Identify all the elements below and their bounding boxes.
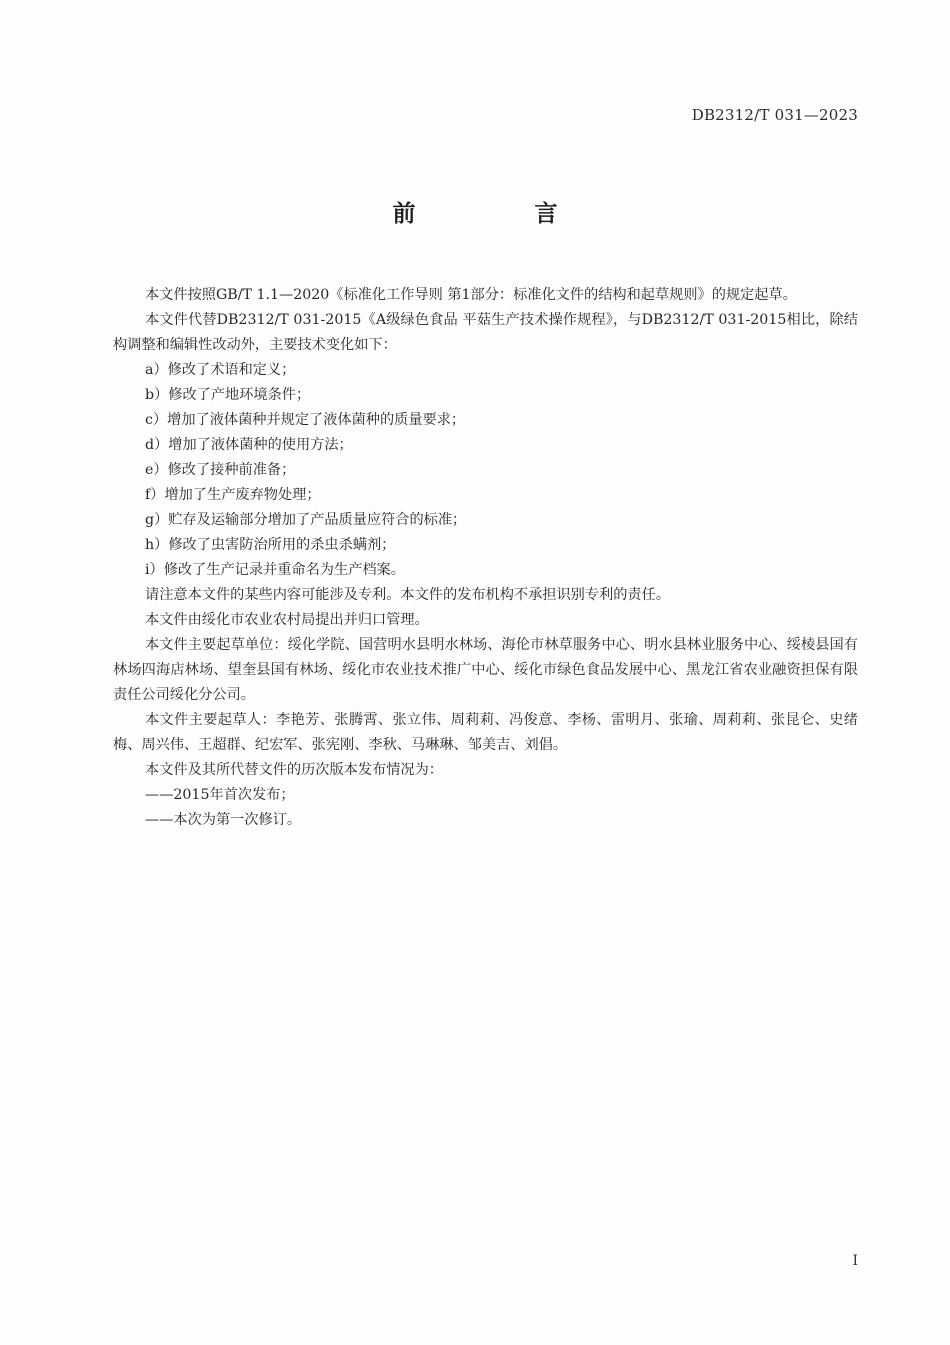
paragraph-drafters: 本文件主要起草人：李艳芳、张腾霄、张立伟、周莉莉、冯俊意、李杨、雷明月、张瑜、周莉莉、张昆仑、史绪梅、周兴伟、王超群、纪宏军、张宪刚、李秋、马琳琳、邹美吉、刘倡。 [113, 712, 858, 753]
change-item: d）增加了液体菌种的使用方法； [145, 437, 353, 453]
change-item: b）修改了产地环境条件； [145, 387, 311, 403]
change-item: e）修改了接种前准备； [145, 462, 296, 478]
document-body [113, 283, 858, 833]
change-item: i）修改了生产记录并重命名为生产档案。 [145, 562, 405, 578]
change-item: a）修改了术语和定义； [145, 362, 296, 378]
change-item: h）修改了虫害防治所用的杀虫杀螨剂； [145, 537, 396, 553]
change-item: g）贮存及运输部分增加了产品质量应符合的标准； [145, 512, 467, 528]
document-code: DB2312/T 031—2023 [691, 106, 858, 124]
page-title: 前 言 [392, 201, 606, 227]
history-item: ——2015年首次发布； [145, 787, 295, 803]
paragraph-replacement: 本文件代替DB2312/T 031-2015《A级绿色食品 平菇生产技术操作规程》，与DB2312/T 031-2015相比，除结构调整和编辑性改动外，主要技术变化如下： [113, 312, 858, 353]
change-item: c）增加了液体菌种并规定了液体菌种的质量要求； [145, 412, 466, 428]
paragraph-version-history: 本文件及其所代替文件的历次版本发布情况为： [145, 762, 443, 778]
change-item: f）增加了生产废弃物处理； [145, 487, 321, 503]
paragraph-drafting-units: 本文件主要起草单位：绥化学院、国营明水县明水林场、海伦市林草服务中心、明水县林业服务中心、绥棱县国有林场四海店林场、望奎县国有林场、绥化市农业技术推广中心、绥化市绿色食品发展中心、黑龙江省农业融资担保有限责任公司绥化分公司。 [113, 637, 858, 703]
page-number: I [852, 1253, 858, 1269]
paragraph-standard-basis: 本文件按照GB/T 1.1—2020《标准化工作导则 第1部分：标准化文件的结构和起草规则》的规定起草。 [145, 287, 797, 303]
paragraph-patent-notice: 请注意本文件的某些内容可能涉及专利。本文件的发布机构不承担识别专利的责任。 [145, 587, 670, 603]
paragraph-proposer: 本文件由绥化市农业农村局提出并归口管理。 [145, 612, 429, 628]
history-item: ——本次为第一次修订。 [145, 812, 302, 828]
